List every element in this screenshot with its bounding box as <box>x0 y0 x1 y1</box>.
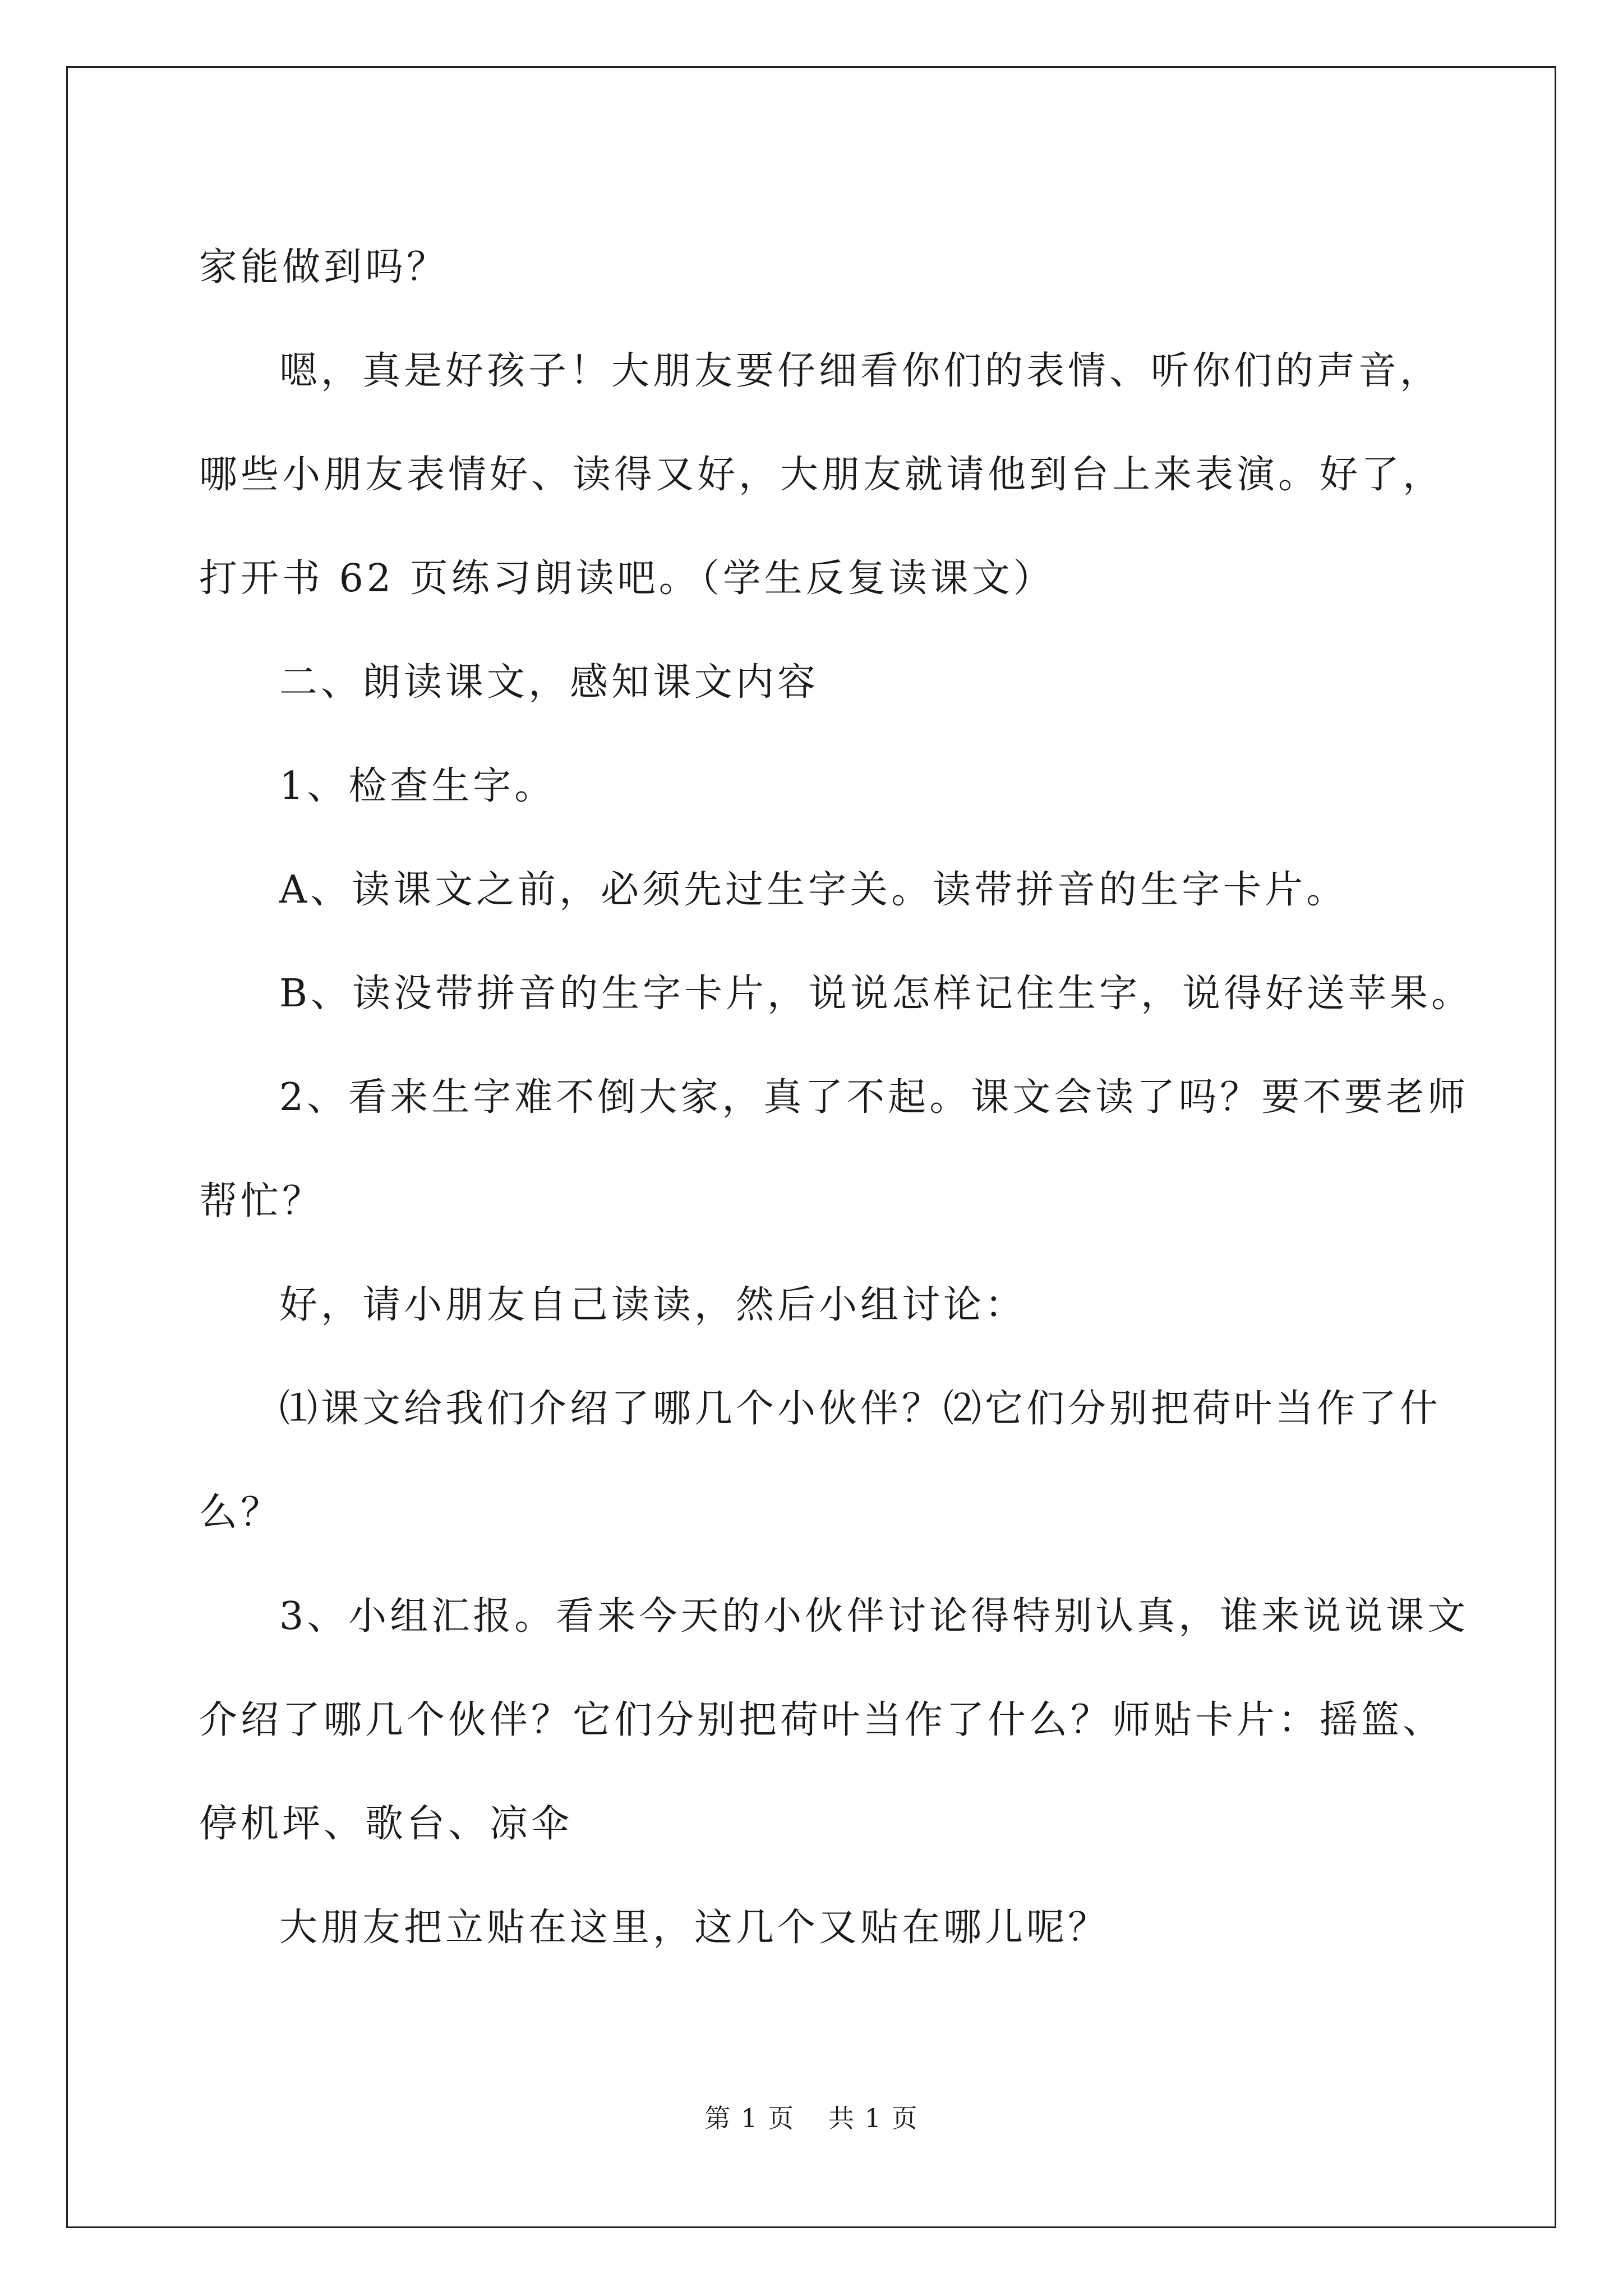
paragraph-line: 嗯，真是好孩子！大朋友要仔细看你们的表情、听你们的声音， <box>279 349 1442 393</box>
paragraph-line: 帮忙？ <box>199 1179 324 1223</box>
paragraph-line: 1、检查生字。 <box>279 764 556 808</box>
paragraph-line: 介绍了哪几个伙伴？它们分别把荷叶当作了什么？师贴卡片：摇篮、 <box>199 1698 1445 1742</box>
paragraph-line: 么？ <box>199 1490 283 1535</box>
paragraph-line: A、读课文之前，必须先过生字关。读带拼音的生字卡片。 <box>279 868 1348 912</box>
paragraph-line: 停机坪、歌台、凉伞 <box>199 1802 573 1846</box>
paragraph-line: 3、小组汇报。看来今天的小伙伴讨论得特别认真，谁来说说课文 <box>279 1594 1469 1639</box>
page-footer <box>0 2098 1623 2135</box>
page-number-current: 第 1 页 <box>704 2103 795 2133</box>
section-heading: 二、朗读课文，感知课文内容 <box>279 660 819 705</box>
document-body <box>199 215 1473 1980</box>
paragraph-line: B、读没带拼音的生字卡片，说说怎样记住生字，说得好送苹果。 <box>279 972 1473 1016</box>
paragraph-line: 家能做到吗？ <box>199 245 449 289</box>
page-number-total: 共 1 页 <box>828 2103 919 2133</box>
paragraph-line: 打开书 62 页练习朗读吧。（学生反复读课文） <box>199 556 1055 601</box>
paragraph-line: 好，请小朋友自己读读，然后小组讨论： <box>279 1283 1027 1327</box>
paragraph-line: 哪些小朋友表情好、读得又好，大朋友就请他到台上来表演。好了， <box>199 453 1445 497</box>
paragraph-line: 2、看来生字难不倒大家，真了不起。课文会读了吗？要不要老师 <box>279 1075 1469 1120</box>
paragraph-line: ⑴课文给我们介绍了哪几个小伙伴？⑵它们分别把荷叶当作了什 <box>279 1387 1442 1431</box>
paragraph-line: 大朋友把立贴在这里，这几个又贴在哪儿呢？ <box>279 1906 1110 1950</box>
